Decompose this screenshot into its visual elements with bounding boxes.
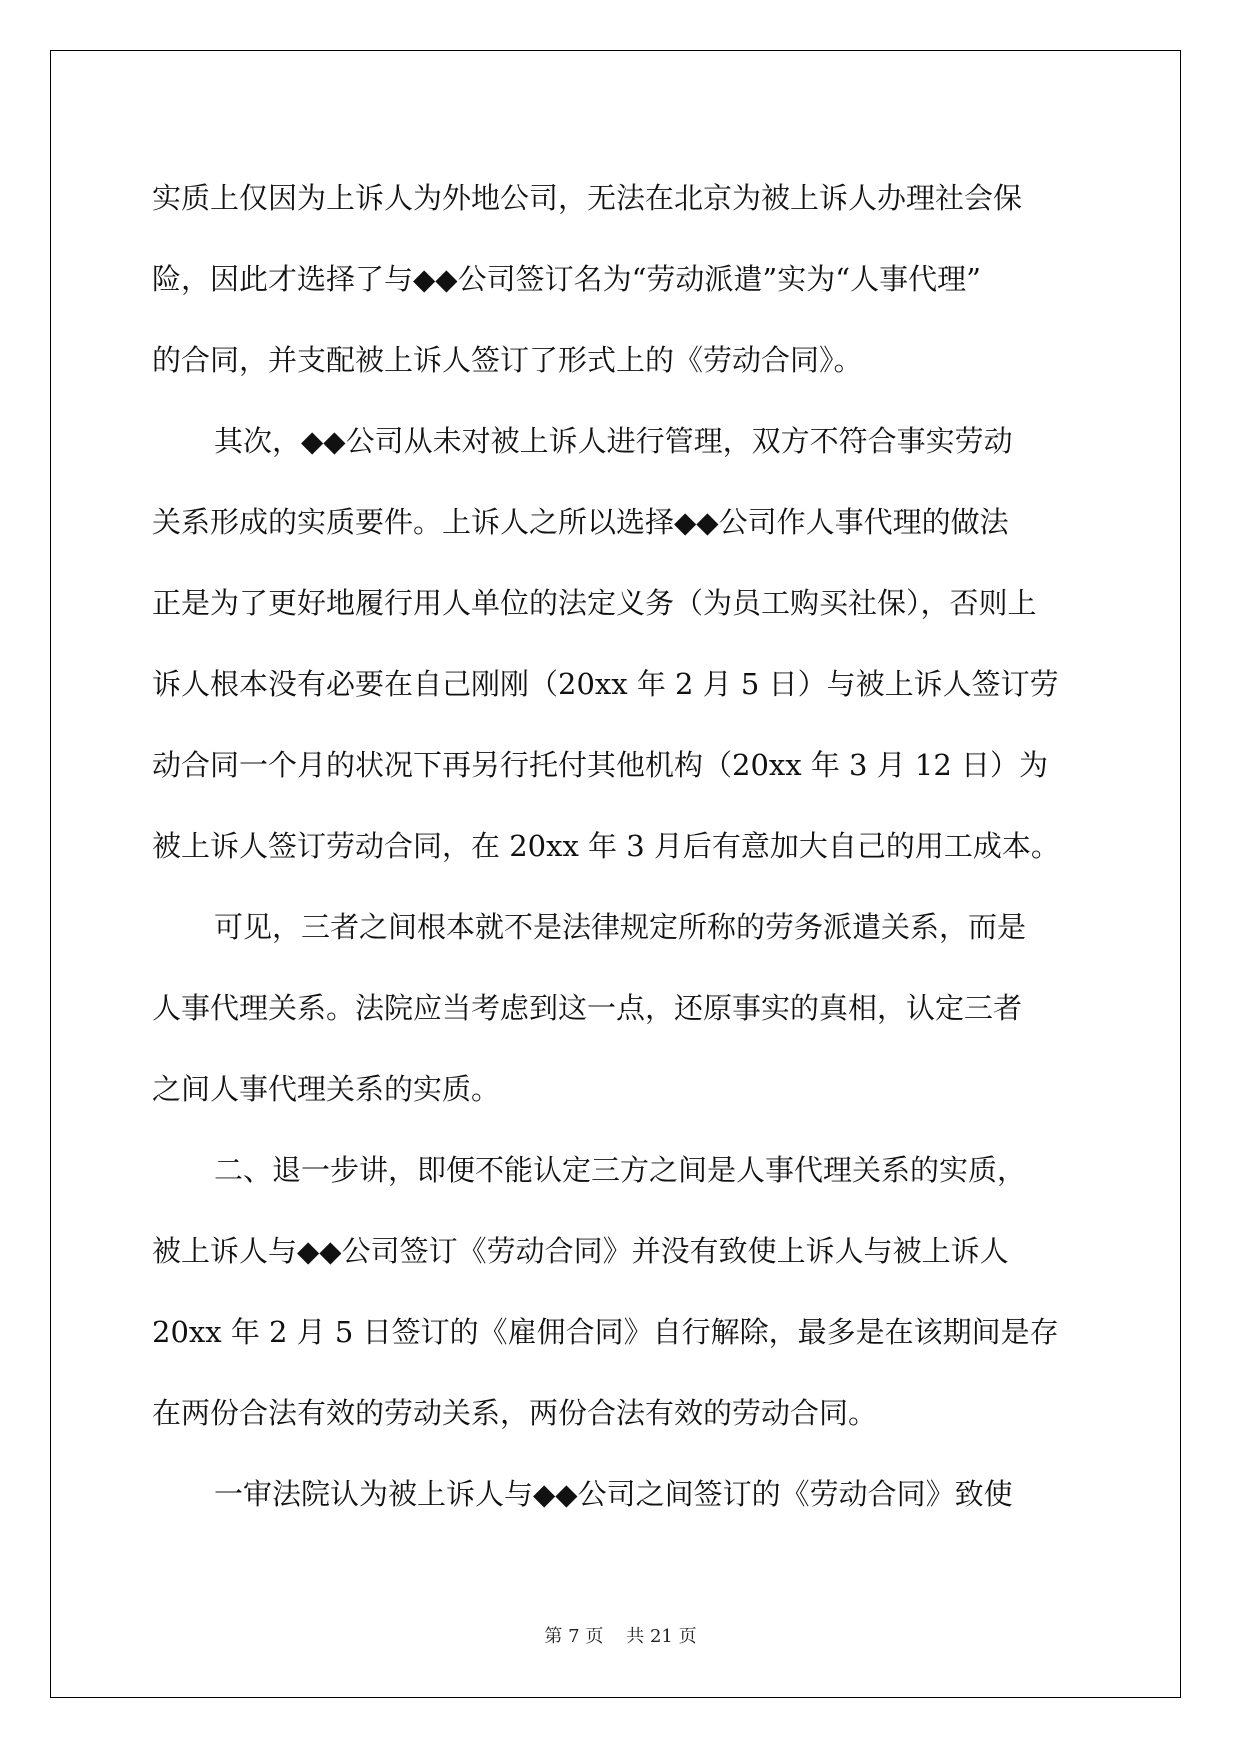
text-line: 的合同，并支配被上诉人签订了形式上的《劳动合同》。 [152, 343, 863, 377]
text-line: 诉人根本没有必要在自己刚刚（20xx 年 2 月 5 日）与被上诉人签订劳 [152, 667, 1059, 701]
paragraph-start-line: 二、退一步讲，即便不能认定三方之间是人事代理关系的实质， [214, 1153, 1027, 1187]
page-footer [0, 1622, 1241, 1648]
paragraph-start-line: 一审法院认为被上诉人与◆◆公司之间签订的《劳动合同》致使 [214, 1477, 1013, 1511]
text-line: 正是为了更好地履行用人单位的法定义务（为员工购买社保），否则上 [152, 586, 1037, 620]
text-line: 20xx 年 2 月 5 日签订的《雇佣合同》自行解除，最多是在该期间是存 [152, 1315, 1059, 1349]
text-line: 险，因此才选择了与◆◆公司签订名为“劳动派遣”实为“人事代理” [152, 262, 981, 296]
text-line: 在两份合法有效的劳动关系，两份合法有效的劳动合同。 [152, 1396, 878, 1430]
text-line: 实质上仅因为上诉人为外地公司，无法在北京为被上诉人办理社会保 [152, 181, 1023, 215]
document-body [152, 158, 1088, 1535]
paragraph-start-line: 可见，三者之间根本就不是法律规定所称的劳务派遣关系，而是 [214, 910, 1027, 944]
page-total: 共 21 页 [626, 1626, 697, 1647]
paragraph-start-line: 其次，◆◆公司从未对被上诉人进行管理，双方不符合事实劳动 [214, 424, 1013, 458]
text-line: 被上诉人签订劳动合同，在 20xx 年 3 月后有意加大自己的用工成本。 [152, 829, 1060, 863]
page-number: 第 7 页 [544, 1626, 604, 1647]
text-line: 动合同一个月的状况下再另行托付其他机构（20xx 年 3 月 12 日）为 [152, 748, 1049, 782]
text-line: 人事代理关系。法院应当考虑到这一点，还原事实的真相，认定三者 [152, 991, 1023, 1025]
text-line: 之间人事代理关系的实质。 [152, 1072, 501, 1106]
text-line: 被上诉人与◆◆公司签订《劳动合同》并没有致使上诉人与被上诉人 [152, 1234, 1009, 1268]
text-line: 关系形成的实质要件。上诉人之所以选择◆◆公司作人事代理的做法 [152, 505, 1009, 539]
